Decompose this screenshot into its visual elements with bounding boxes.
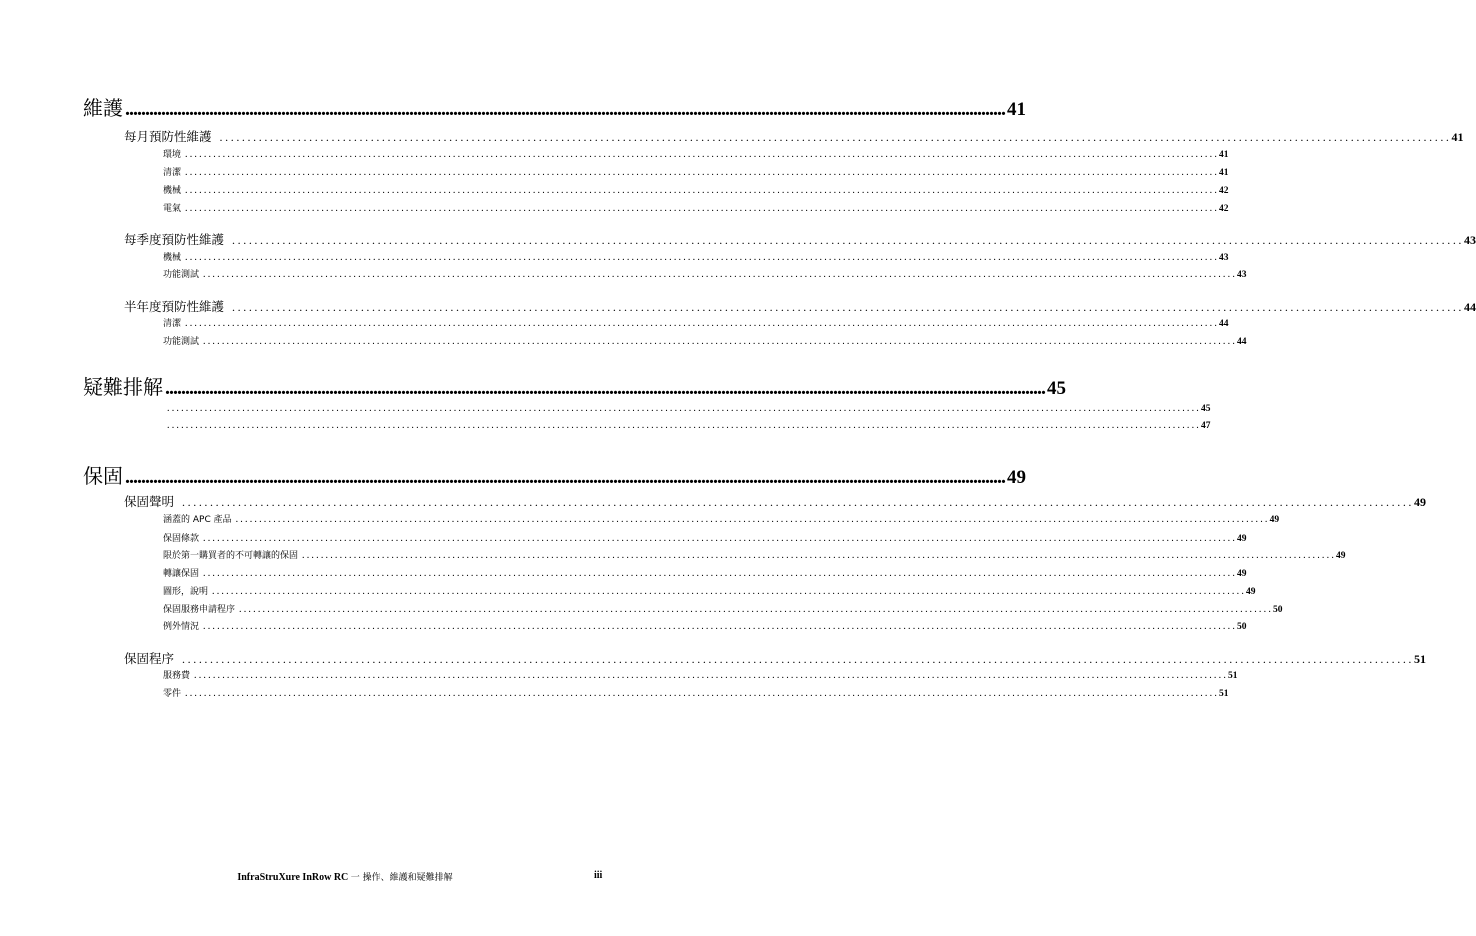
toc-dot-leader: ............................................................................................................................................................................................................................: [185, 688, 1220, 699]
toc-entry-level-3[interactable]: [163, 420, 1211, 435]
toc-entry-level-3[interactable]: [163, 201, 1229, 216]
toc-entry-level-3[interactable]: [163, 147, 1229, 162]
toc-entry-level-3[interactable]: [163, 316, 1229, 331]
toc-entry-level-3[interactable]: [163, 548, 1346, 563]
toc-entry-level-3[interactable]: [163, 512, 1280, 527]
toc-entry-page: 49: [1246, 587, 1256, 597]
toc-entry-title: 零件: [163, 689, 182, 699]
toc-entry-title: 保固服務申請程序: [163, 605, 236, 615]
toc-entry-title: 例外情況: [163, 622, 200, 632]
toc-dot-leader: ............................................................................................................................................................................................................................: [185, 149, 1220, 160]
toc-entry-level-3[interactable]: [163, 686, 1229, 701]
toc-entry-title: 清潔: [163, 168, 182, 178]
toc-entry-page: 49: [1007, 467, 1026, 488]
toc-dot-leader: ............................................................................................................................................................................................................................: [167, 403, 1201, 414]
footer-title: [0, 870, 690, 883]
toc-entry-page: 41: [1451, 130, 1464, 144]
toc-entry-page: 45: [1201, 404, 1211, 414]
toc-entry-page: 49: [1237, 534, 1247, 544]
toc-entry-level-3[interactable]: [163, 183, 1229, 198]
footer-product: InfraStruXure InRow RC: [237, 872, 349, 883]
toc-dot-leader: ............................................................................................................................................................................................................................: [302, 550, 1337, 561]
toc-entry-title: 疑難排解: [83, 375, 163, 399]
toc-entry-level-2[interactable]: [124, 127, 1464, 145]
toc-entry-page: 50: [1237, 622, 1247, 632]
toc-dot-leader: ............................................................................................................................................................................................................................: [203, 568, 1238, 579]
footer-page-number: iii: [594, 870, 603, 881]
toc-entry-title: 限於第一購買者的不可轉讓的保固: [163, 551, 299, 561]
toc-entry-level-2[interactable]: [124, 230, 1476, 248]
toc-entry-level-3[interactable]: [163, 531, 1247, 546]
toc-entry-title: 功能測試: [163, 337, 200, 347]
toc-entry-level-3[interactable]: [163, 602, 1283, 617]
toc-dot-leader: ............................................................................................................................................................................................................................: [185, 185, 1220, 196]
toc-entry-level-1[interactable]: [83, 460, 1026, 488]
toc-entry-page: 49: [1414, 495, 1427, 509]
toc-entry-level-2[interactable]: [124, 297, 1476, 315]
toc-entry-title: 每季度預防性維護: [124, 232, 225, 247]
toc-entry-level-2[interactable]: [124, 649, 1427, 667]
toc-entry-level-3[interactable]: [163, 334, 1247, 349]
toc-entry-level-3[interactable]: [163, 267, 1247, 282]
toc-dot-leader: ............................................................................................................................................................................................................................: [165, 377, 1045, 399]
toc-entry-page: 47: [1201, 421, 1211, 431]
toc-entry-page: 44: [1237, 337, 1247, 347]
toc-dot-leader: ............................................................................................................................................................................................................................: [203, 533, 1238, 544]
toc-entry-title: 轉讓保固: [163, 569, 200, 579]
toc-entry-title: 保固: [83, 464, 123, 488]
toc-dot-leader: ............................................................................................................................................................................................................................: [235, 514, 1270, 525]
toc-entry-title: 機械: [163, 253, 182, 263]
toc-dot-leader: ............................................................................................................................................................................................................................: [167, 420, 1201, 431]
toc-entry-level-2[interactable]: [124, 492, 1427, 510]
toc-entry-level-3[interactable]: [163, 250, 1229, 265]
toc-entry-level-3[interactable]: [163, 668, 1238, 683]
toc-entry-page: 49: [1269, 515, 1280, 525]
toc-entry-page: 42: [1219, 186, 1229, 196]
toc-entry-page: 50: [1273, 605, 1283, 615]
toc-entry-title: 服務費: [163, 671, 191, 681]
toc-entry-title: 環境: [163, 150, 182, 160]
toc-dot-leader: ............................................................................................................................................................................................................................: [185, 167, 1220, 178]
toc-entry-page: 51: [1414, 652, 1427, 666]
toc-entry-level-3[interactable]: [163, 165, 1229, 180]
toc-entry-level-3[interactable]: [163, 584, 1256, 599]
toc-entry-title: 電氣: [163, 204, 182, 214]
toc-entry-page: 51: [1228, 671, 1238, 681]
toc-entry-title: 功能測試: [163, 270, 200, 280]
toc-dot-leader: ............................................................................................................................................................................................................................: [232, 233, 1465, 247]
toc-dot-leader: ............................................................................................................................................................................................................................: [239, 604, 1274, 615]
toc-entry-title: 清潔: [163, 319, 182, 329]
toc-entry-page: 41: [1219, 150, 1229, 160]
toc-entry-title: 圖形，說明: [163, 587, 209, 597]
toc-dot-leader: ............................................................................................................................................................................................................................: [182, 652, 1415, 666]
toc-entry-page: 41: [1219, 168, 1229, 178]
toc-entry-title: 涵蓋的 APC 產品: [163, 515, 232, 525]
toc-entry-page: 43: [1219, 253, 1229, 263]
toc-dot-leader: ............................................................................................................................................................................................................................: [125, 466, 1005, 488]
toc-dot-leader: ............................................................................................................................................................................................................................: [203, 336, 1238, 347]
toc-entry-page: 41: [1007, 99, 1026, 120]
toc-entry-level-1[interactable]: [83, 92, 1026, 120]
toc-entry-title: 機械: [163, 186, 182, 196]
toc-entry-level-3[interactable]: [163, 619, 1247, 634]
toc-dot-leader: ............................................................................................................................................................................................................................: [203, 269, 1238, 280]
toc-entry-title: 維護: [83, 96, 123, 120]
toc-entry-title: 每月預防性維護: [124, 129, 212, 144]
toc-entry-page: 44: [1219, 319, 1229, 329]
toc-entry-level-3[interactable]: [163, 403, 1211, 418]
toc-dot-leader: ............................................................................................................................................................................................................................: [219, 130, 1452, 144]
toc-dot-leader: ............................................................................................................................................................................................................................: [125, 98, 1005, 120]
toc-dot-leader: ............................................................................................................................................................................................................................: [212, 586, 1247, 597]
toc-entry-title: 保固條款: [163, 534, 200, 544]
toc-entry-page: 43: [1237, 270, 1247, 280]
toc-entry-level-3[interactable]: [163, 566, 1247, 581]
toc-entry-title: 保固程序: [124, 651, 175, 666]
toc-dot-leader: ............................................................................................................................................................................................................................: [185, 318, 1220, 329]
toc-entry-level-1[interactable]: [83, 371, 1066, 399]
toc-entry-page: 49: [1336, 551, 1346, 561]
toc-dot-leader: ............................................................................................................................................................................................................................: [194, 670, 1229, 681]
toc-dot-leader: ............................................................................................................................................................................................................................: [185, 203, 1220, 214]
toc-entry-page: 51: [1219, 689, 1229, 699]
toc-entry-title: 保固聲明: [124, 494, 175, 509]
footer-subtitle: 一 操作、維護和疑難排解: [350, 873, 453, 883]
toc-entry-title: 半年度預防性維護: [124, 299, 225, 314]
toc-dot-leader: ............................................................................................................................................................................................................................: [182, 495, 1415, 509]
toc-dot-leader: ............................................................................................................................................................................................................................: [232, 300, 1465, 314]
toc-entry-page: 42: [1219, 204, 1229, 214]
toc-entry-page: 43: [1464, 233, 1476, 247]
toc-entry-page: 44: [1464, 300, 1476, 314]
toc-entry-page: 45: [1047, 378, 1066, 399]
toc-dot-leader: ............................................................................................................................................................................................................................: [185, 252, 1220, 263]
toc-entry-page: 49: [1237, 569, 1247, 579]
toc-dot-leader: ............................................................................................................................................................................................................................: [203, 621, 1238, 632]
